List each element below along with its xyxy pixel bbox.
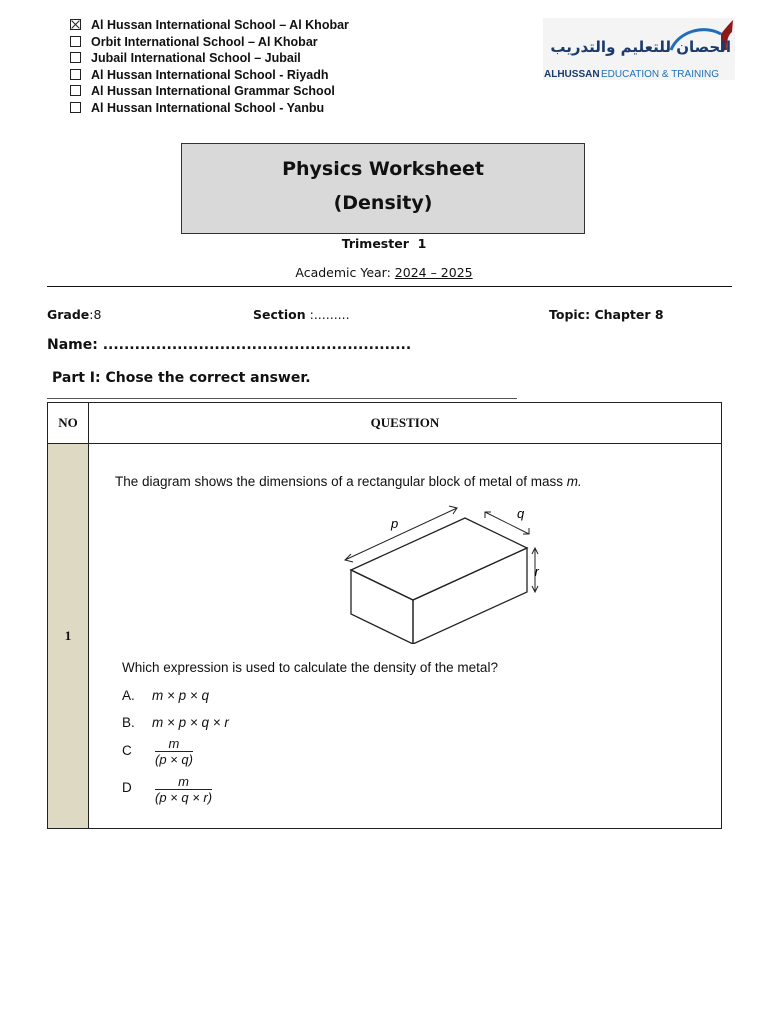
checkbox-checked-icon[interactable]	[70, 19, 81, 30]
option-d-fraction: $\frac{m}{(p \times q \times r)}$	[155, 774, 213, 805]
option-c[interactable]: C	[122, 743, 132, 758]
question-cell	[89, 444, 722, 829]
option-b[interactable]: B. m × p × q × r	[122, 715, 229, 730]
option-d[interactable]: D	[122, 780, 132, 795]
svg-text:p: p	[391, 516, 399, 531]
school-option[interactable]: Al Hussan International School – Al Khobar	[70, 17, 349, 34]
worksheet-subtitle: (Density)	[333, 192, 433, 214]
title-box	[181, 143, 585, 234]
table-row	[48, 444, 722, 829]
option-a[interactable]: A. m × p × q	[122, 688, 210, 703]
section-field[interactable]: Section :.........	[253, 307, 350, 322]
option-c-fraction: $\frac{m}{(p \times q)}$	[155, 736, 193, 767]
name-field[interactable]: Name: ..........................................................	[47, 337, 412, 353]
question-prompt: Which expression is used to calculate the density of the metal?	[122, 660, 498, 675]
school-option[interactable]: Orbit International School – Al Khobar	[70, 34, 349, 51]
svg-text:r: r	[534, 564, 539, 579]
trimester: Trimester 1	[341, 236, 427, 251]
school-option[interactable]: Al Hussan International Grammar School	[70, 83, 349, 100]
checkbox-icon[interactable]	[70, 36, 81, 47]
topic-field: Topic: Chapter 8	[549, 307, 664, 322]
block-diagram	[329, 504, 539, 644]
divider	[47, 398, 517, 399]
alhussan-logo	[543, 18, 735, 80]
checkbox-icon[interactable]	[70, 52, 81, 63]
table-header-row	[48, 403, 722, 444]
question-stem: The diagram shows the dimensions of a rectangular block of metal of mass m.	[115, 474, 582, 489]
academic-year: Academic Year: 2024 – 2025	[295, 265, 473, 280]
svg-text:EDUCATION & TRAINING: EDUCATION & TRAINING	[601, 69, 719, 80]
part-heading: Part I: Chose the correct answer.	[52, 370, 311, 386]
checkbox-icon[interactable]	[70, 102, 81, 113]
svg-text:الحصان للتعليم والتدريب: الحصان للتعليم والتدريب	[550, 38, 731, 56]
school-option[interactable]: Al Hussan International School - Yanbu	[70, 100, 349, 117]
question-table	[47, 402, 722, 829]
checkbox-icon[interactable]	[70, 69, 81, 80]
header-no: NO	[48, 403, 89, 444]
divider	[47, 286, 732, 287]
school-list	[70, 17, 349, 116]
school-option[interactable]: Al Hussan International School - Riyadh	[70, 67, 349, 84]
grade-field: Grade:8	[47, 307, 102, 322]
question-number: 1	[48, 444, 89, 829]
svg-text:ALHUSSAN: ALHUSSAN	[544, 69, 600, 80]
svg-text:q: q	[517, 506, 525, 521]
checkbox-icon[interactable]	[70, 85, 81, 96]
worksheet-title: Physics Worksheet	[282, 158, 484, 180]
header-question: QUESTION	[89, 403, 722, 444]
school-option[interactable]: Jubail International School – Jubail	[70, 50, 349, 67]
